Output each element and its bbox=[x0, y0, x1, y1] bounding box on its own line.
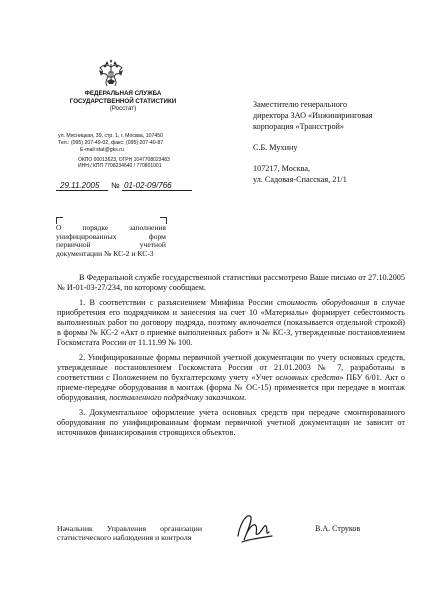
agency-email: E-mail:stat@gks.ru bbox=[80, 146, 124, 153]
agency-name-line1: ФЕДЕРАЛЬНАЯ СЛУЖБА bbox=[84, 90, 162, 97]
body-paragraph-intro: В Федеральной службе государственной статистики рассмотрено Ваше письмо от 27.10.2005 № И-01-03-27/234, по которому сообщаем. bbox=[57, 273, 405, 292]
body-paragraph-2: 2. Унифицированные формы первичной учетной документации по учету основных средств, утвержденные постановлением Госкомстата России от 21.01.2003 № 7, разработаны в соответствии с Положением по бухгалтерскому учету «Учет основных средств» ПБУ 6/01. Акт о приеме-передаче оборудования в монтаж (форма № ОС-15) применяется при передаче в монтаж оборудования, поставленного подрядчику заказчиком. bbox=[57, 353, 405, 402]
agency-name-line2: ГОСУДАРСТВЕННОЙ СТАТИСТИКИ bbox=[69, 97, 177, 105]
agency-inn: ИНН / КПП 7708234640 / 770801001 bbox=[78, 163, 162, 170]
agency-phones: Тел.: (095) 207-49-02, факс: (095) 207-40-87 bbox=[58, 139, 164, 146]
agency-header bbox=[58, 90, 188, 113]
body-paragraph-1: 1. В соответствии с разъяснением Минфина России стоимость оборудования в случае приобретения его подрядчиком и занесения на счет 10 «Материалы» формирует себестоимость выполненных работ по договору подряда, поэтому включается (показывается отдельной строкой) в формы № КС-2 «Акт о приемке выполненных работ» и № КС-3, утвержденные постановлением Госкомстата России от 11.11.99 № 100. bbox=[57, 298, 405, 347]
registration-line bbox=[56, 181, 206, 193]
agency-okpo: ОКПО 00013623, ОГРН 1047708023483 bbox=[78, 157, 170, 163]
addressee-name: С.Б. Мухину bbox=[253, 143, 298, 152]
addressee-position-line2: директора ЗАО «Инжиниринговая bbox=[253, 111, 373, 120]
addressee-street: ул. Садовая-Спасская, 21/1 bbox=[253, 175, 347, 184]
agency-contacts bbox=[58, 133, 203, 153]
agency-address: ул. Мясницкая, 39, стр. 1, г. Москва, 107450 bbox=[58, 133, 164, 139]
handwritten-signature-icon bbox=[232, 506, 276, 550]
agency-short-name: (Росстат) bbox=[109, 105, 137, 113]
addressee-block bbox=[253, 99, 413, 185]
addressee-company: корпорация «Трансстрой» bbox=[253, 122, 345, 131]
letter-subject: О порядке заполнения унифицированных форм первичной учетной документации № КС-2 и КС-3 bbox=[56, 223, 166, 258]
double-headed-eagle-emblem-icon bbox=[95, 58, 127, 90]
addressee-position-line1: Заместителю генерального bbox=[253, 100, 348, 109]
addressee-postcode-city: 107217, Москва, bbox=[253, 164, 311, 173]
agency-codes bbox=[78, 157, 208, 170]
letter-body bbox=[57, 273, 405, 443]
registration-number: 01-02-09/766 bbox=[124, 181, 172, 190]
registration-date: 29.11.2005 bbox=[60, 181, 100, 190]
registration-number-sign: № bbox=[111, 181, 120, 190]
signatory-title: Начальник Управления организации статистического наблюдения и контроля bbox=[57, 524, 202, 543]
body-paragraph-3: 3. Документальное оформление учета основных средств при передаче смонтированного оборудования по унифицированным формам первичной учетной документации не зависит от источников финансирования строящихся объектов. bbox=[57, 408, 405, 437]
signatory-name: В.А. Струков bbox=[315, 524, 361, 533]
